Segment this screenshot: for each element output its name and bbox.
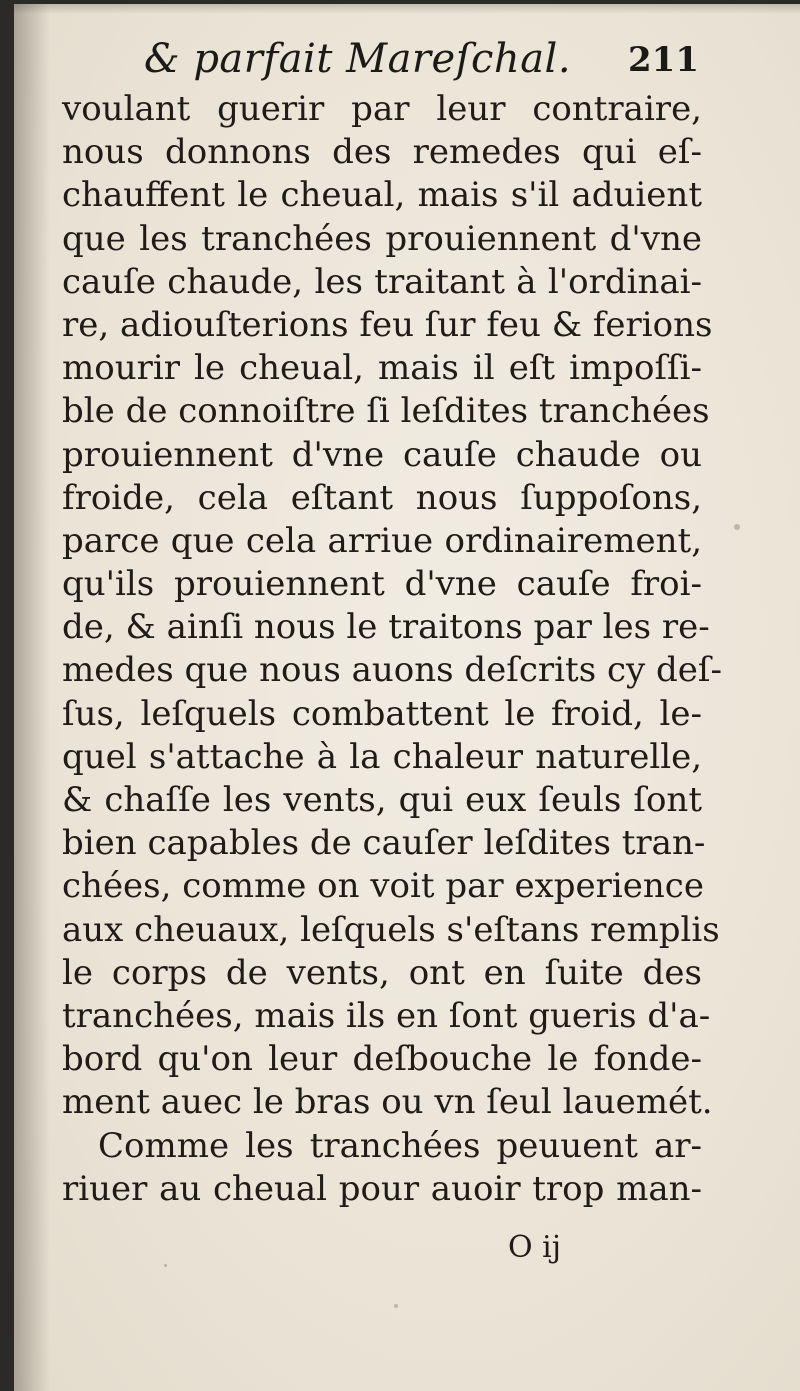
page-top-edge [14,4,800,14]
text-line: riuer au cheual pour auoir trop man- [62,1168,702,1209]
signature-mark: O ij [508,1230,562,1265]
text-line: quel s'attache à la chaleur naturelle, [62,736,702,777]
text-line: Comme les tranchées peuuent ar- [98,1125,702,1166]
text-line: qu'ils prouiennent d'vne cauſe froi- [62,564,702,605]
text-line: nous donnons des remedes qui eſ- [62,132,702,173]
body-text [62,88,722,1211]
text-line: bien capables de cauſer leſdites tran- [62,823,706,864]
text-line: parce que cela arriue ordinairement, [62,520,702,561]
paper-speck [394,1304,398,1308]
text-line: bord qu'on leur deſbouche le fonde- [62,1039,702,1080]
running-title: & parfait Mareſchal. [144,36,572,82]
text-line: mourir le cheual, mais il eſt impoſſi- [62,348,702,389]
paper-speck [164,1264,167,1267]
text-line: aux cheuaux, leſquels s'eſtans remplis [62,909,720,950]
text-line: ſus, leſquels combattent le froid, le- [62,693,702,734]
text-line: ble de connoiſtre ſi leſdites tranchées [62,391,710,432]
page-number: 211 [628,40,699,80]
text-line: ment auec le bras ou vn ſeul lauemét. [62,1082,713,1123]
text-line: & chaſſe les vents, qui eux ſeuls ſont [62,780,702,820]
text-line: froide, cela eſtant nous ſuppoſons, [62,477,702,518]
paper-speck [734,524,740,530]
text-line: cauſe chaude, les traitant à l'ordinai- [62,261,702,302]
text-line: voulant guerir par leur contraire, [62,89,702,129]
page-header [14,36,800,96]
text-line: de, & ainſi nous le traitons par les re- [62,607,710,648]
book-page [14,4,800,1391]
text-line: medes que nous auons deſcrits cy deſ- [62,650,722,691]
text-line: que les tranchées prouiennent d'vne [62,218,702,259]
binding-shadow [14,4,50,1391]
text-line: tranchées, mais ils en ſont gueris d'a- [62,995,711,1036]
text-line: chées, comme on voit par experience [62,866,704,907]
text-line: le corps de vents, ont en ſuite des [62,952,702,993]
text-line: re, adiouſterions feu ſur feu & ferions [62,304,713,345]
text-line: prouiennent d'vne cauſe chaude ou [62,434,702,475]
text-line: chauffent le cheual, mais s'il aduient [62,175,702,216]
